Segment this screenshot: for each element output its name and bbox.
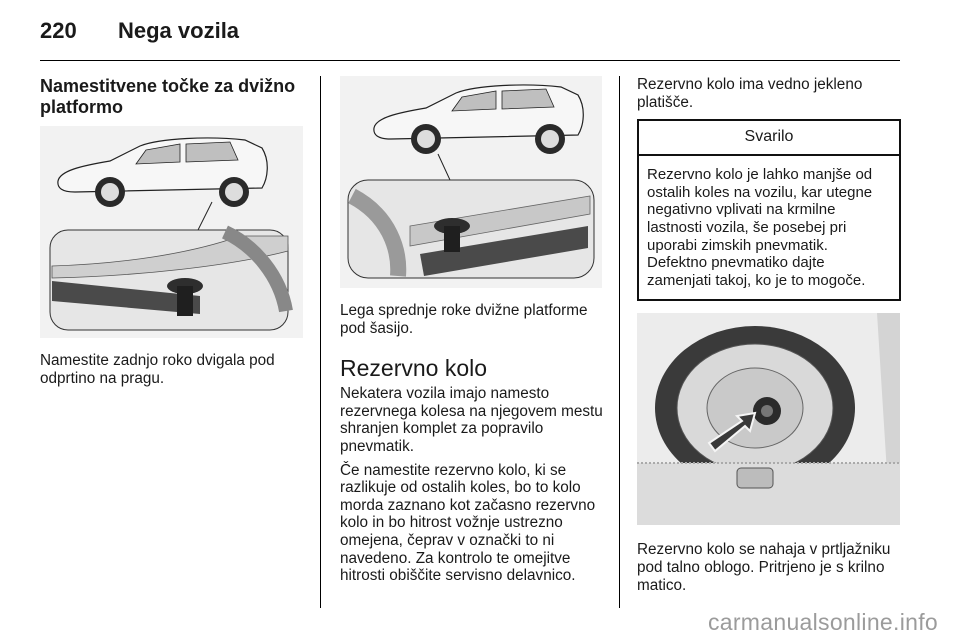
column-1 <box>40 76 304 387</box>
caption-spare-wheel-location: Rezervno kolo se nahaja v prtljažniku pod talno oblogo. Pritrjeno je s krilno matico. <box>637 541 891 594</box>
intro-steel-rim: Rezervno kolo ima vedno jekleno platišče. <box>637 76 863 111</box>
lift-arm-detail <box>50 230 288 330</box>
column-2 <box>340 76 604 585</box>
caption-front-lift: Lega sprednje roke dvižne platforme pod šasijo. <box>340 302 588 337</box>
spare-wheel-illustration <box>637 313 900 525</box>
section-heading-lift-points: Namestitvene točke za dvižno platformo <box>40 76 296 117</box>
page-number: 220 <box>40 18 77 43</box>
page-header <box>40 18 239 50</box>
warning-text: Rezervno kolo je lahko manjše od ostalih koles na vozilu, kar utegne negativno vplivati na krmilne lastnosti vozila, še posebej pri uporabi zimskih pnevmatik. Defektno pnevmatiko dajte zamenjati takoj, ko je to mogoče. <box>647 166 873 289</box>
header-rule <box>40 60 900 61</box>
section-title-spare-wheel: Rezervno kolo <box>340 355 488 382</box>
lift-arm-detail <box>348 180 594 278</box>
warning-box <box>637 119 901 301</box>
watermark: carmanualsonline.info <box>707 609 938 635</box>
figure-spare-wheel-trunk <box>637 313 900 525</box>
paragraph-repair-kit: Nekatera vozila imajo namesto rezervnega kolesa na njegovem mestu shranjen komplet za popravilo pnevmatik. <box>340 385 603 455</box>
paragraph-speed-limit: Če namestite rezervno kolo, ki se razlikuje od ostalih koles, bo to kolo morda zaznano kot začasno rezervno kolo in bo hitrost vožnje ustrezno omejena, čeprav v označki to ni navedeno. Za kontrolo te omejitve hitrosti obiščite servisno delavnico. <box>340 461 596 585</box>
column-divider-right <box>619 76 620 608</box>
figure-front-lift-point <box>340 76 602 288</box>
chapter-title: Nega vozila <box>118 18 240 43</box>
car-side-illustration <box>58 138 267 207</box>
column-3 <box>637 76 901 594</box>
car-side-illustration <box>374 85 583 154</box>
figure-rear-lift-point <box>40 126 303 338</box>
warning-title: Svarilo <box>639 121 899 156</box>
caption-rear-lift: Namestite zadnjo roko dvigala pod odprtino na pragu. <box>40 352 275 387</box>
column-divider-left <box>320 76 321 608</box>
